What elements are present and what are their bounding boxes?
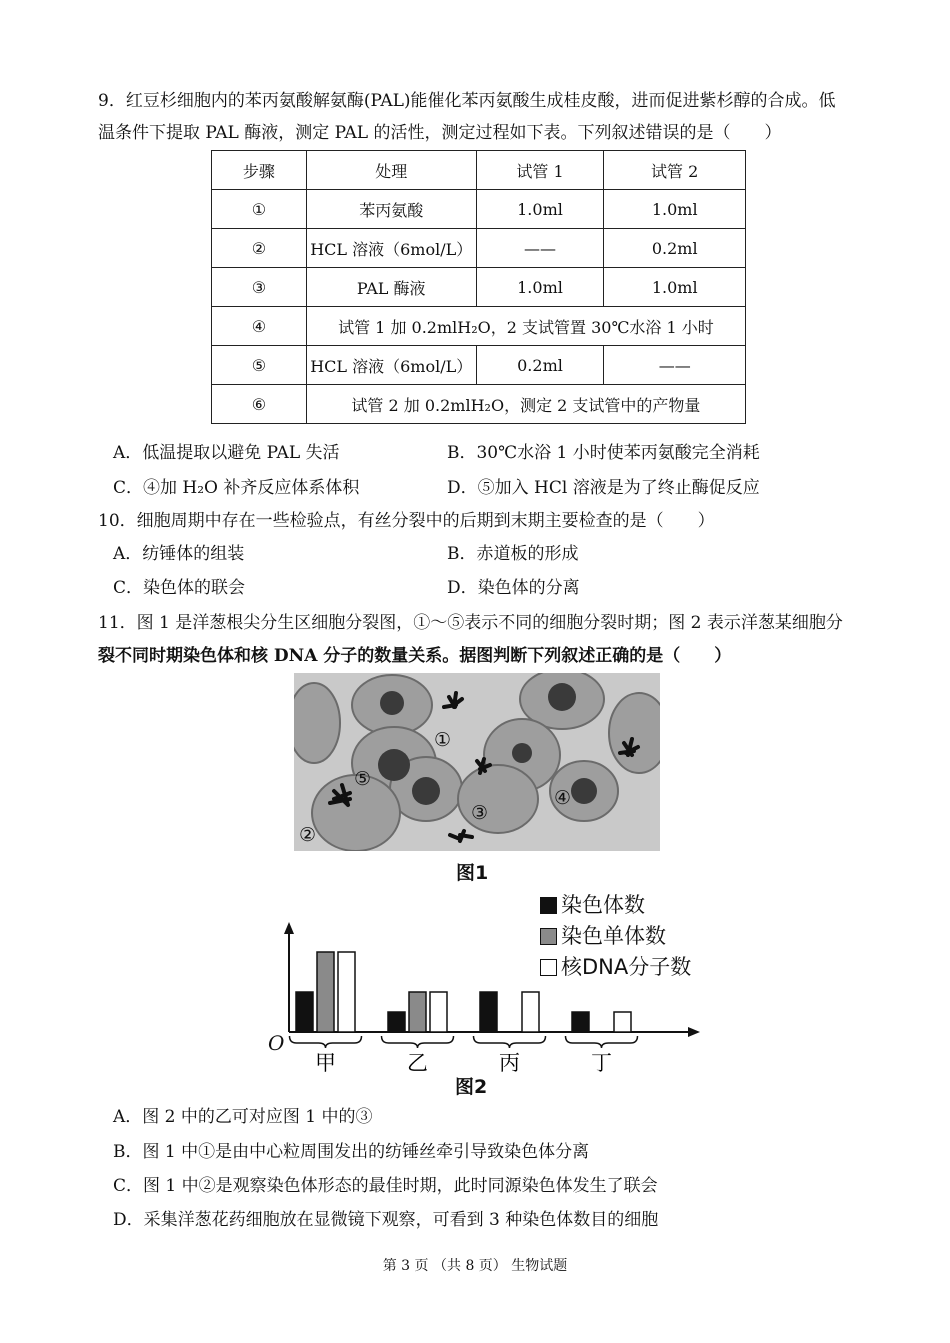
legend-label: 核DNA分子数 bbox=[561, 955, 692, 979]
table-cell-step: ⑥ bbox=[212, 385, 307, 424]
table-cell-tube1: 1.0ml bbox=[476, 190, 604, 229]
q9-option-d: D．⑤加入 HCl 溶液是为了终止酶促反应 bbox=[447, 478, 760, 498]
table-cell-treatment: 苯丙氨酸 bbox=[306, 190, 476, 229]
table-row bbox=[212, 307, 746, 346]
q10-option-c: C．染色体的联会 bbox=[113, 578, 246, 598]
figure1-caption: 图1 bbox=[456, 862, 489, 884]
table-row bbox=[212, 346, 746, 385]
bar-甲-1 bbox=[317, 952, 334, 1032]
bar-乙-0 bbox=[388, 1012, 405, 1032]
bar-丙-2 bbox=[522, 992, 539, 1032]
category-brace bbox=[474, 1036, 546, 1048]
micrograph-image bbox=[294, 673, 660, 851]
table-cell-tube2: 1.0ml bbox=[604, 190, 746, 229]
legend-swatch-chromosome bbox=[540, 897, 557, 914]
q9-option-c: C．④加 H₂O 补齐反应体系体积 bbox=[113, 478, 360, 498]
table-row bbox=[212, 229, 746, 268]
table-cell-step: ① bbox=[212, 190, 307, 229]
legend-item bbox=[540, 890, 691, 921]
table-cell-tube2: 1.0ml bbox=[604, 268, 746, 307]
category-brace bbox=[382, 1036, 454, 1048]
q11-option-b: B．图 1 中①是由中心粒周围发出的纺锤丝牵引导致染色体分离 bbox=[113, 1142, 590, 1162]
category-label: 乙 bbox=[407, 1051, 428, 1075]
table-header: 处理 bbox=[306, 151, 476, 190]
table-header: 步骤 bbox=[212, 151, 307, 190]
origin-label: O bbox=[268, 1031, 285, 1055]
table-header: 试管 1 bbox=[476, 151, 604, 190]
table-row bbox=[212, 268, 746, 307]
q10-option-b: B．赤道板的形成 bbox=[447, 544, 579, 564]
bar-乙-2 bbox=[430, 992, 447, 1032]
q9-stem-line1: 9．红豆杉细胞内的苯丙氨酸解氨酶(PAL)能催化苯丙氨酸生成桂皮酸，进而促进紫杉醇的合成。低 bbox=[98, 91, 836, 111]
page-footer: 第 3 页 （共 8 页） 生物试题 bbox=[382, 1258, 568, 1274]
bar-丙-0 bbox=[480, 992, 497, 1032]
fig1-mark-2: ② bbox=[299, 824, 317, 846]
table-header-row bbox=[212, 151, 746, 190]
fig1-mark-4: ④ bbox=[554, 787, 572, 809]
table-cell-step: ③ bbox=[212, 268, 307, 307]
bar-丁-0 bbox=[572, 1012, 589, 1032]
bar-甲-0 bbox=[296, 992, 313, 1032]
figure1-micrograph bbox=[294, 673, 660, 851]
q10-option-a: A．纺锤体的组装 bbox=[113, 544, 245, 564]
table-cell-treatment: PAL 酶液 bbox=[306, 268, 476, 307]
table-cell-step: ② bbox=[212, 229, 307, 268]
table-cell-step: ⑤ bbox=[212, 346, 307, 385]
table-row bbox=[212, 385, 746, 424]
category-brace bbox=[290, 1036, 362, 1048]
table-cell-tube2: —— bbox=[604, 346, 746, 385]
table-cell-treatment: HCL 溶液（6mol/L） bbox=[306, 229, 476, 268]
table-cell-tube1: —— bbox=[476, 229, 604, 268]
x-axis-arrow bbox=[688, 1027, 700, 1037]
category-label: 丙 bbox=[499, 1051, 520, 1075]
table-cell-merged: 试管 2 加 0.2mlH₂O，测定 2 支试管中的产物量 bbox=[306, 385, 745, 424]
q9-stem-line2: 温条件下提取 PAL 酶液，测定 PAL 的活性，测定过程如下表。下列叙述错误的是（ ） bbox=[98, 123, 782, 143]
legend-label: 染色单体数 bbox=[561, 924, 666, 948]
y-axis-arrow bbox=[284, 922, 294, 934]
figure2-caption: 图2 bbox=[455, 1076, 488, 1098]
fig1-mark-1: ① bbox=[434, 729, 452, 751]
q10-stem: 10．细胞周期中存在一些检验点，有丝分裂中的后期到末期主要检查的是（ ） bbox=[98, 511, 715, 531]
q10-option-d: D．染色体的分离 bbox=[447, 578, 580, 598]
bar-乙-1 bbox=[409, 992, 426, 1032]
table-row bbox=[212, 190, 746, 229]
table-cell-tube1: 1.0ml bbox=[476, 268, 604, 307]
q9-experiment-table bbox=[211, 150, 746, 424]
table-cell-merged: 试管 1 加 0.2mlH₂O，2 支试管置 30℃水浴 1 小时 bbox=[306, 307, 745, 346]
q11-option-c: C．图 1 中②是观察染色体形态的最佳时期，此时同源染色体发生了联会 bbox=[113, 1176, 658, 1196]
q11-stem-line1: 11．图 1 是洋葱根尖分生区细胞分裂图，①～⑤表示不同的细胞分裂时期；图 2 表示洋葱某细胞分 bbox=[98, 613, 843, 633]
q11-option-d: D．采集洋葱花药细胞放在显微镜下观察，可看到 3 种染色体数目的细胞 bbox=[113, 1210, 659, 1230]
table-header: 试管 2 bbox=[604, 151, 746, 190]
fig1-mark-3: ③ bbox=[471, 802, 489, 824]
q9-option-b: B．30℃水浴 1 小时使苯丙氨酸完全消耗 bbox=[447, 443, 760, 463]
category-label: 甲 bbox=[315, 1051, 336, 1075]
q9-option-a: A．低温提取以避免 PAL 失活 bbox=[113, 443, 340, 463]
category-brace bbox=[566, 1036, 638, 1048]
table-cell-tube1: 0.2ml bbox=[476, 346, 604, 385]
table-cell-treatment: HCL 溶液（6mol/L） bbox=[306, 346, 476, 385]
category-label: 丁 bbox=[591, 1051, 612, 1075]
table-cell-tube2: 0.2ml bbox=[604, 229, 746, 268]
legend-label: 染色体数 bbox=[561, 893, 645, 917]
q11-stem-line2: 裂不同时期染色体和核 DNA 分子的数量关系。据图判断下列叙述正确的是（ ） bbox=[98, 646, 732, 666]
q11-option-a: A．图 2 中的乙可对应图 1 中的③ bbox=[113, 1107, 373, 1127]
bar-甲-2 bbox=[338, 952, 355, 1032]
bar-丁-2 bbox=[614, 1012, 631, 1032]
fig1-mark-5: ⑤ bbox=[354, 768, 372, 790]
table-cell-step: ④ bbox=[212, 307, 307, 346]
figure2-bar-chart bbox=[262, 920, 722, 1110]
